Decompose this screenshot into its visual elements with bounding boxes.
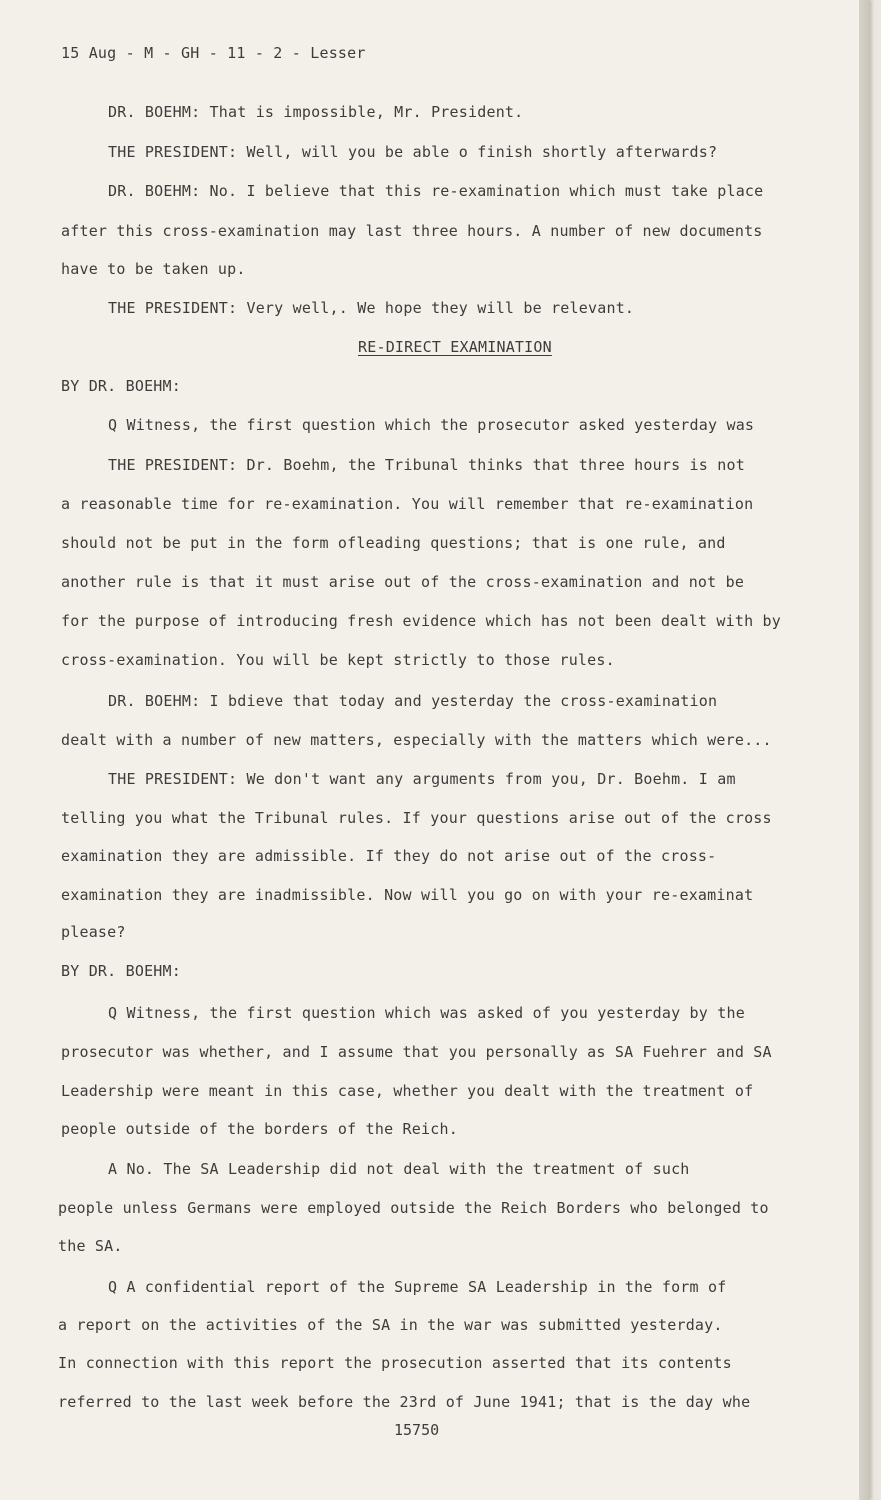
section-heading: RE-DIRECT EXAMINATION xyxy=(358,338,552,356)
text-line: the SA. xyxy=(58,1237,123,1255)
text-line: dealt with a number of new matters, especially with the matters which were... xyxy=(61,731,772,749)
page-edge xyxy=(859,0,870,1500)
text-line: people unless Germans were employed outside the Reich Borders who belonged to xyxy=(58,1199,769,1217)
text-line: examination they are admissible. If they do not arise out of the cross- xyxy=(61,847,717,865)
text-line: A No. The SA Leadership did not deal with the treatment of such xyxy=(108,1160,690,1178)
text-line: after this cross-examination may last three hours. A number of new documents xyxy=(61,222,763,240)
text-line: THE PRESIDENT: Dr. Boehm, the Tribunal thinks that three hours is not xyxy=(108,456,745,474)
text-line: THE PRESIDENT: Very well,. We hope they will be relevant. xyxy=(108,299,635,317)
text-line: Q Witness, the first question which was asked of you yesterday by the xyxy=(108,1004,745,1022)
text-line: referred to the last week before the 23rd of June 1941; that is the day whe xyxy=(58,1393,751,1411)
page-number: 15750 xyxy=(394,1421,440,1439)
text-line: a reasonable time for re-examination. You will remember that re-examination xyxy=(61,495,754,513)
text-line: THE PRESIDENT: Well, will you be able o finish shortly afterwards? xyxy=(108,143,718,161)
text-line: DR. BOEHM: No. I believe that this re-examination which must take place xyxy=(108,182,764,200)
text-line: cross-examination. You will be kept strictly to those rules. xyxy=(61,651,615,669)
text-line: In connection with this report the prosecution asserted that its contents xyxy=(58,1354,732,1372)
text-line: Q A confidential report of the Supreme SA Leadership in the form of xyxy=(108,1278,727,1296)
text-line: DR. BOEHM: I bdieve that today and yesterday the cross-examination xyxy=(108,692,718,710)
text-line: prosecutor was whether, and I assume that you personally as SA Fuehrer and SA xyxy=(61,1043,772,1061)
text-line: THE PRESIDENT: We don't want any arguments from you, Dr. Boehm. I am xyxy=(108,770,736,788)
text-line: BY DR. BOEHM: xyxy=(61,377,181,395)
text-line: BY DR. BOEHM: xyxy=(61,962,181,980)
text-line: please? xyxy=(61,923,126,941)
text-line: another rule is that it must arise out of the cross-examination and not be xyxy=(61,573,745,591)
text-line: Leadership were meant in this case, whether you dealt with the treatment of xyxy=(61,1082,754,1100)
text-line: Q Witness, the first question which the prosecutor asked yesterday was xyxy=(108,416,755,434)
page-header: 15 Aug - M - GH - 11 - 2 - Lesser xyxy=(61,44,366,62)
text-line: examination they are inadmissible. Now will you go on with your re-examinat xyxy=(61,886,754,904)
text-line: should not be put in the form ofleading questions; that is one rule, and xyxy=(61,534,726,552)
text-line: a report on the activities of the SA in the war was submitted yesterday. xyxy=(58,1316,723,1334)
text-line: have to be taken up. xyxy=(61,260,246,278)
text-line: DR. BOEHM: That is impossible, Mr. President. xyxy=(108,103,524,121)
text-line: telling you what the Tribunal rules. If your questions arise out of the cross xyxy=(61,809,772,827)
text-line: for the purpose of introducing fresh evidence which has not been dealt with by xyxy=(61,612,781,630)
text-line: people outside of the borders of the Reich. xyxy=(61,1120,458,1138)
